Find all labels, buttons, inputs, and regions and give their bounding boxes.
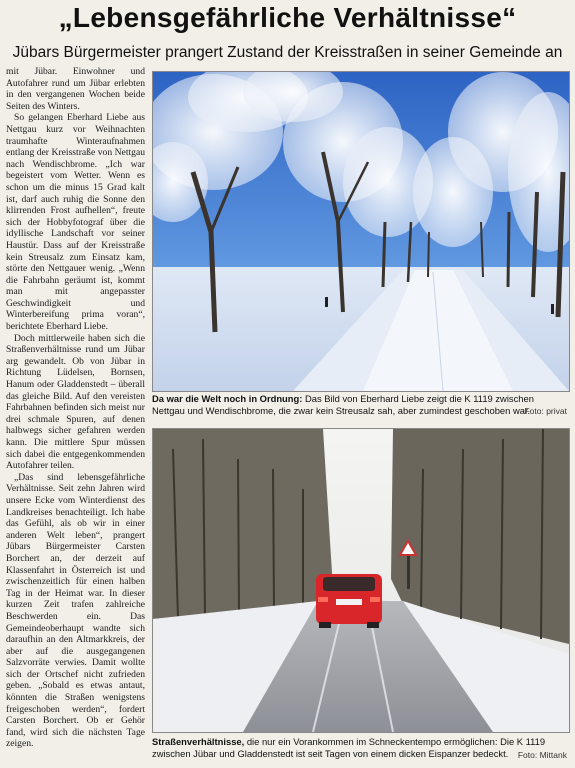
caption-text: Das Bild von Eberhard Liebe zeigt die K 1119 zwischen Nettgau und Wendischbrome, die zwar kein Streusalz sah, aber zumindest geschoben war. [152,393,534,416]
caption-text: die nur ein Vorankommen im Schneckentempo ermöglichen: Die K 1119 zwischen Jübar und Gladdenstedt ist seit Tagen von einem dicken Eispanzer bedeckt. [152,736,546,759]
headline: „Lebensgefährliche Verhältnisse“ [58,2,517,33]
article-column [6,66,145,766]
photo-caption [152,736,568,759]
photo-winter-avenue [152,71,570,392]
photo-credit: Foto: Mittank [517,750,567,760]
red-car [316,574,382,628]
caption-lead: Da war die Welt noch in Ordnung: [152,393,303,404]
article-paragraph: Doch mittlerweile haben sich die Straßenverhältnisse rund um Jübar arg gewandelt. Ob von Jübar in Richtung Lüdelsen, Bornsen, Hanum oder Gladdenstedt – überall das gleiche Bild. Auf den vereisten Fahrbahnen befinden sich meist nur drei schmale Spuren, auf denen halbwegs sicher gefahren werden kann. Die mittlere Spur müssen sich dabei die entgegenkommenden Autofahrer teilen. [6,332,145,472]
article-paragraph: „Das sind lebensgefährliche Verhältnisse. Seit zehn Jahren wird unsere Ecke vom Winterdienst des Landkreises benachteiligt. Ich habe das Gefühl, als ob wir in einer anderen Welt leben“, prangert Jübars Bürgermeister Carsten Borchert an, der derzeit auf Klassenfahrt in Österreich ist und zwischenzeitlich für einen halben Tag in der Heimat war. In dieser kurzen Zeit trafen zahlreiche Beschwerden ein. Das Gemeindeoberhaupt wandte sich daraufhin an den Altmarkkreis, der aber auf die ausgegangenen Salzvorräte verwies. Damit wollte sich der Ortschef nicht zufrieden geben. „Sobald es etwas antaut, könnten die Straßen wenigstens freigeschoben werden“, fordert Carsten Borchert. Ob er Gehör fand, wird sich die nächsten Tage zeigen. [6,471,145,750]
photo-icy-road [152,428,570,733]
caption-lead: Straßenverhältnisse, [152,736,245,747]
article-paragraph: So gelangen Eberhard Liebe aus Nettgau kurz vor Weihnachten traumhafte Winteraufnahmen entlang der Kreisstraße von Nettgau nach Wendischbrome. „Ich war begeistert vom Wetter. Wenn es schon um die minus 15 Grad kalt ist, darf auch ruhig die Sonne den klirrenden Frost aufhellen“, freute sich der Hobbyfotograf über die idyllische Landschaft vor seiner Haustür. Dass auf der Kreisstraße kein Streusalz zum Einsatz kam, störte den Nettgauer wenig. „Wenn die Fahrbahn geräumt ist, kommt man mit angepasster Geschwindigkeit und Winterbereifung prima voran“, berichtete Eberhard Liebe. [6,112,145,333]
subheadline: Jübars Bürgermeister prangert Zustand der Kreisstraßen in seiner Gemeinde an [12,44,563,61]
photo-caption [152,393,568,416]
article-paragraph: mit Jübar. Einwohner und Autofahrer rund um Jübar erlebten in den vergangenen Wochen beide Seiten des Winters. [6,66,145,112]
photo-credit: Foto: privat [524,406,567,416]
